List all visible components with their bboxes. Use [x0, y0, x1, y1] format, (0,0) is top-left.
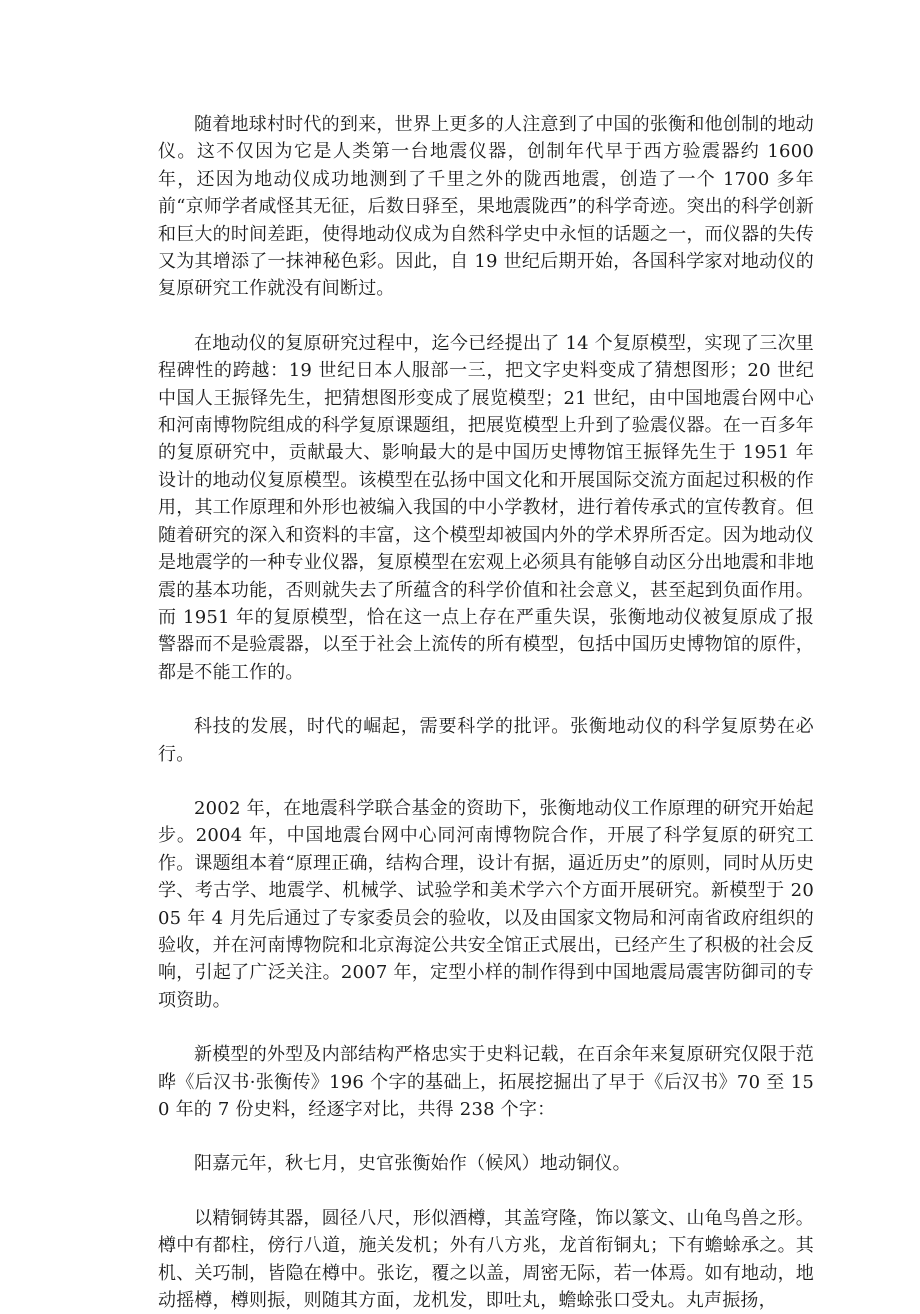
paragraph-6: 阳嘉元年，秋七月，史官张衡始作（候风）地动铜仪。 — [194, 1153, 631, 1175]
paragraph-1: 随着地球村时代的到来，世界上更多的人注意到了中国的张衡和他创制的地动仪。这不仅因为它是人类第一台地震仪器，创制年代早于西方验震器约 1600 年，还因为地动仪成功地测到了千里之外的陇西地震，创造了一个 1700 多年前“京师学者咸怪其无征，后数日驿至，果地震陇西”的科学奇迹。突出的科学创新和巨大的时间差距，使得地动仪成为自然科学史中永恒的话题之一，而仪器的失传又为其增添了一抹神秘色彩。因此，自 19 世纪后期开始，各国科学家对地动仪的复原研究工作就没有间断过。 — [158, 114, 814, 300]
paragraph-3: 科技的发展，时代的崛起，需要科学的批评。张衡地动仪的科学复原势在必行。 — [158, 716, 814, 765]
paragraph-2: 在地动仪的复原研究过程中，迄今已经提出了 14 个复原模型，实现了三次里程碑性的跨越：19 世纪日本人服部一三，把文字史料变成了猜想图形；20 世纪中国人王振铎先生，把猜想图形变成了展览模型；21 世纪，由中国地震台网中心和河南博物院组成的科学复原课题组，把展览模型上升到了验震仪器。在一百多年的复原研究中，贡献最大、影响最大的是中国历史博物馆王振铎先生于 1951 年设计的地动仪复原模型。该模型在弘扬中国文化和开展国际交流方面起过积极的作用，其工作原理和外形也被编入我国的中小学教材，进行着传承式的宣传教育。但随着研究的深入和资料的丰富，这个模型却被国内外的学术界所否定。因为地动仪是地震学的一种专业仪器，复原模型在宏观上必须具有能够自动区分出地震和非地震的基本功能，否则就失去了所蕴含的科学价值和社会意义，甚至起到负面作用。而 1951 年的复原模型，恰在这一点上存在严重失误，张衡地动仪被复原成了报警器而不是验震器，以至于社会上流传的所有模型，包括中国历史博物馆的原件，都是不能工作的。 — [158, 332, 814, 683]
paragraph-5: 新模型的外型及内部结构严格忠实于史料记载，在百余年来复原研究仅限于范晔《后汉书·张衡传》196 个字的基础上，拓展挖掘出了早于《后汉书》70 至 150 年的 7 份史料，经逐字对比，共得 238 个字： — [158, 1044, 814, 1120]
paragraph-4: 2002 年，在地震科学联合基金的资助下，张衡地动仪工作原理的研究开始起步。2004 年，中国地震台网中心同河南博物院合作，开展了科学复原的研究工作。课题组本着“原理正确，结构合理，设计有据，逼近历史”的原则，同时从历史学、考古学、地震学、机械学、试验学和美术学六个方面开展研究。新模型于 2005 年 4 月先后通过了专家委员会的验收，以及由国家文物局和河南省政府组织的验收，并在河南博物院和北京海淀公共安全馆正式展出，已经产生了积极的社会反响，引起了广泛关注。2007 年，定型小样的制作得到中国地震局震害防御司的专项资助。 — [158, 797, 814, 1011]
paragraph-7: 以精铜铸其器，圆径八尺，形似酒樽，其盖穹隆，饰以篆文、山龟鸟兽之形。樽中有都柱，傍行八道，施关发机；外有八方兆，龙首衔铜丸；下有蟾蜍承之。其机、关巧制，皆隐在樽中。张讫，覆之以盖，周密无际，若一体焉。如有地动，地动摇樽，樽则振，则随其方面，龙机发，即吐丸，蟾蜍张口受丸。丸声振扬， — [158, 1207, 814, 1312]
